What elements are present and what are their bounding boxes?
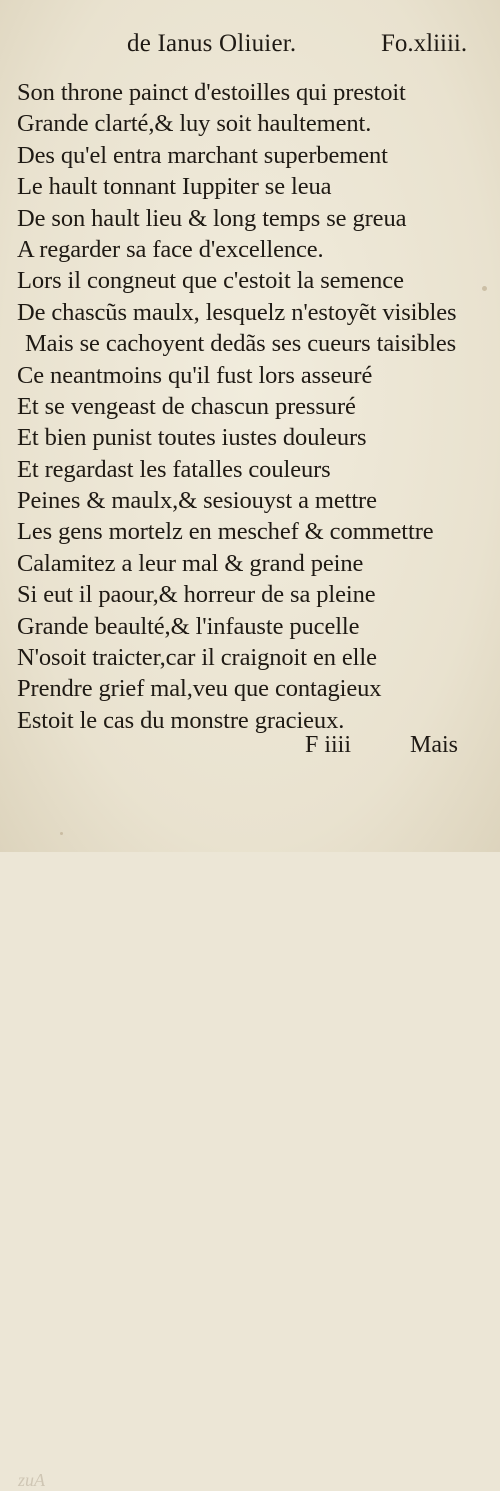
verse-line: Prendre grief mal,veu que contagieux [17,675,382,703]
verse-line: Et se vengeast de chascun pressuré [17,392,356,420]
verse-line: A regarder sa face d'excellence. [17,235,324,263]
verse-line: De son hault lieu & long temps se greua [17,204,407,232]
verse-line: Estoit le cas du monstre gracieux. [17,706,345,734]
verse-line: Grande beaulté,& l'infauste pucelle [17,612,360,640]
verse-line: De chascũs maulx, lesquelz n'estoyẽt visibles [17,298,457,326]
page-header [0,30,500,64]
verse-line: Grande clarté,& luy soit haultement. [17,110,372,138]
verse-line: Si eut il paour,& horreur de sa pleine [17,581,376,609]
verse-line: Calamitez a leur mal & grand peine [17,549,364,577]
verse-line: Le hault tonnant Iuppiter se leua [17,173,332,201]
verse-line: Mais se cachoyent dedãs ses cueurs taisibles [25,330,457,358]
verse-line: Des qu'el entra marchant superbement [17,141,388,169]
verse-line: Lors il congneut que c'estoit la semence [17,267,404,295]
verse-line: Et regardast les fatalles couleurs [17,455,331,483]
page-footer [0,732,500,1490]
running-title: de Ianus Oliuier. [127,30,297,57]
verse-line: Et bien punist toutes iustes douleurs [17,424,367,452]
verse-line: Peines & maulx,& sesiouyst a mettre [17,487,377,515]
paper-spot [60,832,63,835]
verse-line: Les gens mortelz en meschef & commettre [17,518,434,546]
catchword: Mais [410,732,458,758]
verse-line: Son throne painct d'estoilles qui prestoit [17,79,406,106]
signature-mark: F iiii [305,732,352,758]
folio-number: Fo.xliiii. [381,30,468,57]
verse-line: Ce neantmoins qu'il fust lors asseuré [17,361,373,389]
verse-block [17,77,487,736]
show-through-text: zuA [18,1470,45,1490]
paper-spot [482,286,487,291]
verse-line: N'osoit traicter,car il craignoit en elle [17,644,377,672]
